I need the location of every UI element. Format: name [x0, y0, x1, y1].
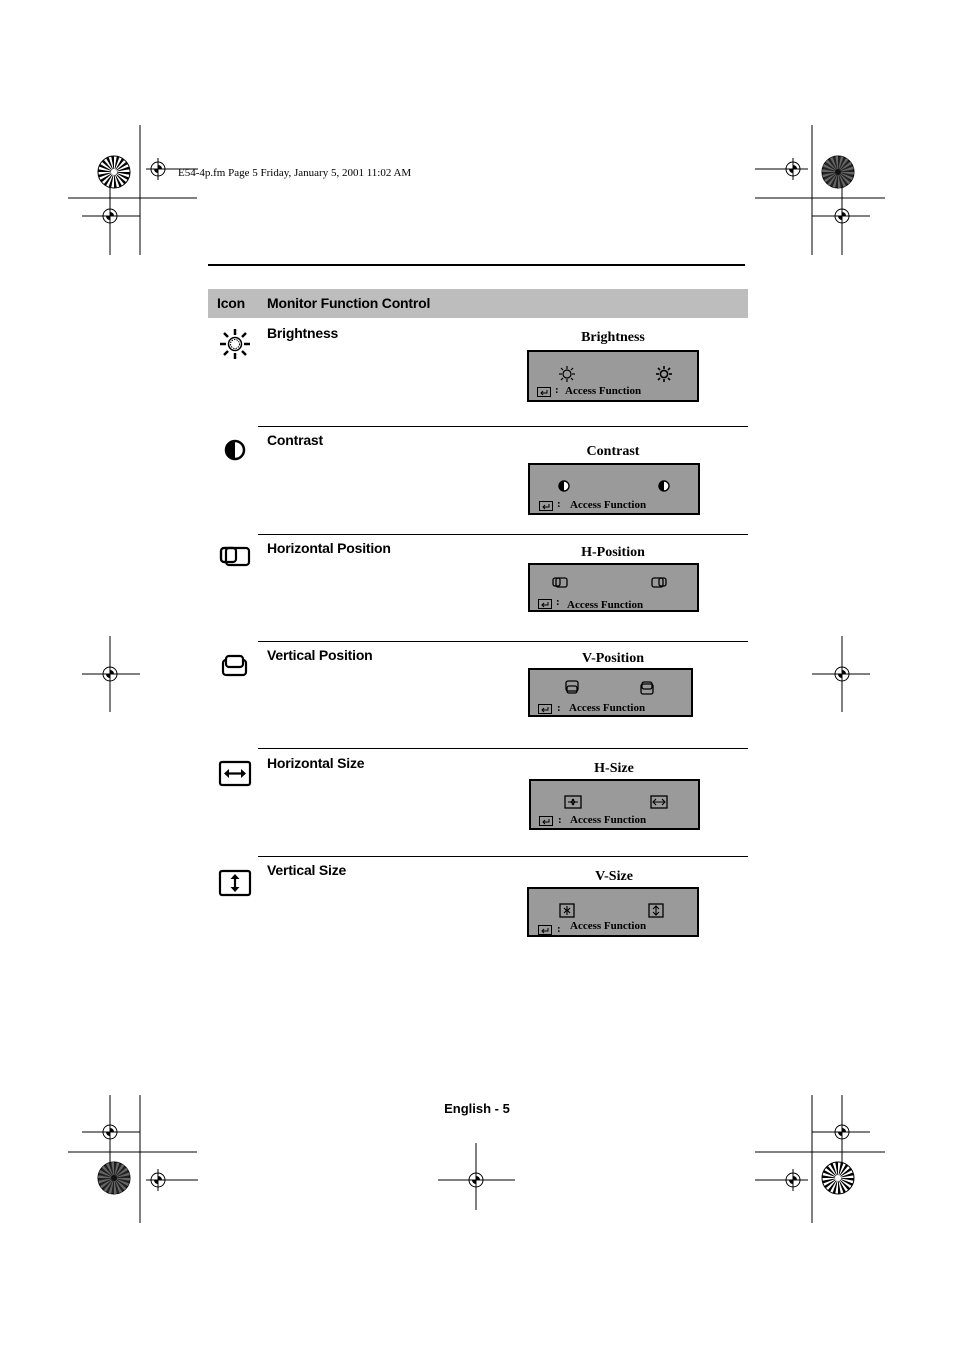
row-label-horizontal-size: Horizontal Size — [267, 755, 365, 771]
contrast-low-icon — [555, 477, 573, 495]
enter-key-icon — [538, 599, 552, 609]
osd-colon: : — [557, 498, 561, 510]
color-rosette — [822, 156, 854, 188]
enter-key-icon — [539, 816, 553, 826]
osd-access-contrast: Access Function — [570, 499, 647, 511]
osd-access-h-position: Access Function — [567, 599, 644, 611]
osd-title-v-position: V-Position — [582, 651, 644, 666]
enter-key-icon — [537, 387, 551, 397]
row-divider — [258, 426, 748, 427]
osd-title-contrast: Contrast — [586, 444, 640, 459]
osd-panel-contrast — [528, 463, 700, 515]
row-divider — [258, 748, 748, 749]
row-label-contrast: Contrast — [267, 432, 323, 448]
registration-target — [831, 663, 853, 685]
table-header — [208, 289, 748, 318]
brightness-icon — [218, 327, 252, 361]
osd-panel-v-position — [528, 668, 693, 717]
col-icon-header: Icon — [217, 295, 245, 311]
page-footer: English - 5 — [444, 1101, 510, 1116]
row-divider — [258, 856, 748, 857]
v-size-expand-icon — [647, 902, 665, 920]
registration-target — [782, 1169, 804, 1191]
row-divider — [258, 641, 748, 642]
v-position-up-icon — [638, 679, 656, 697]
color-rosette — [98, 1162, 130, 1194]
v-position-icon — [218, 649, 252, 683]
osd-title-h-position: H-Position — [581, 545, 645, 560]
h-size-shrink-icon — [564, 793, 582, 811]
osd-access-v-position: Access Function — [569, 702, 646, 714]
registration-target — [465, 1169, 487, 1191]
h-position-right-icon — [650, 574, 668, 592]
osd-title-brightness: Brightness — [581, 330, 645, 345]
brightness-low-icon — [558, 365, 576, 383]
color-rosette — [98, 156, 130, 188]
row-divider — [258, 534, 748, 535]
registration-target — [147, 1169, 169, 1191]
v-size-shrink-icon — [558, 902, 576, 920]
enter-key-icon — [538, 925, 552, 935]
h-size-icon — [218, 757, 252, 791]
osd-colon: : — [557, 923, 561, 935]
registration-target — [99, 205, 121, 227]
osd-access-brightness: Access Function — [565, 385, 642, 397]
contrast-high-icon — [655, 477, 673, 495]
osd-panel-h-size — [529, 779, 700, 830]
osd-title-v-size: V-Size — [595, 869, 633, 884]
h-position-left-icon — [551, 574, 569, 592]
brightness-high-icon — [655, 365, 673, 383]
osd-access-h-size: Access Function — [570, 814, 647, 826]
top-rule — [208, 264, 745, 266]
contrast-icon — [218, 433, 252, 467]
osd-panel-h-position — [528, 563, 699, 612]
osd-colon: : — [557, 702, 561, 714]
v-size-icon — [218, 866, 252, 900]
registration-target — [831, 205, 853, 227]
osd-colon: : — [555, 384, 559, 396]
col-function-header: Monitor Function Control — [267, 295, 431, 311]
osd-panel-v-size — [527, 887, 699, 937]
registration-target — [99, 1121, 121, 1143]
enter-key-icon — [538, 704, 552, 714]
registration-target — [782, 158, 804, 180]
osd-access-v-size: Access Function — [570, 920, 647, 932]
osd-colon: : — [558, 814, 562, 826]
osd-title-h-size: H-Size — [594, 761, 634, 776]
row-label-brightness: Brightness — [267, 325, 339, 341]
h-size-expand-icon — [650, 793, 668, 811]
enter-key-icon — [539, 501, 553, 511]
row-label-horizontal-position: Horizontal Position — [267, 540, 391, 556]
registration-target — [99, 663, 121, 685]
registration-target — [147, 158, 169, 180]
file-header: E54-4p.fm Page 5 Friday, January 5, 2001 11:02 AM — [178, 167, 412, 179]
h-position-icon — [218, 540, 252, 574]
row-label-vertical-position: Vertical Position — [267, 647, 373, 663]
v-position-down-icon — [563, 678, 581, 696]
osd-panel-brightness — [527, 350, 699, 402]
color-rosette — [822, 1162, 854, 1194]
row-label-vertical-size: Vertical Size — [267, 862, 347, 878]
registration-target — [831, 1121, 853, 1143]
osd-colon: : — [556, 596, 560, 608]
